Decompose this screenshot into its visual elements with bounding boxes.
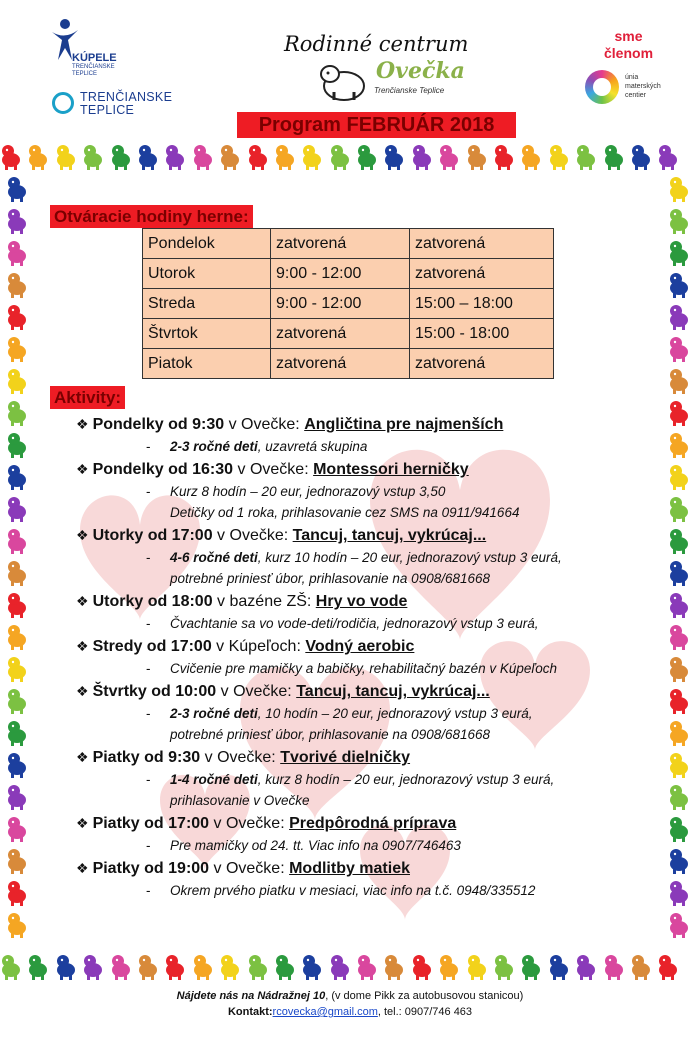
sheep-icon — [630, 143, 652, 170]
sheep-icon — [6, 303, 28, 330]
sheep-icon — [6, 879, 28, 906]
sheep-icon — [301, 143, 323, 170]
activity-heading — [76, 523, 676, 547]
sheep-icon — [6, 271, 28, 298]
diamond-bullet-icon: ❖ — [76, 416, 89, 432]
activity-detail — [76, 703, 676, 724]
sheep-icon — [110, 953, 132, 980]
sheep-icon — [6, 751, 28, 778]
diamond-bullet-icon: ❖ — [76, 815, 89, 831]
sheep-icon — [668, 335, 690, 362]
activity-detail — [76, 436, 676, 457]
unia-line1: únia — [625, 74, 639, 81]
sheep-icon — [219, 143, 241, 170]
activity-item — [76, 679, 676, 745]
sheep-icon — [668, 207, 690, 234]
sheep-icon — [548, 953, 570, 980]
tt-circle-icon — [52, 92, 74, 114]
activity-detail — [76, 724, 676, 745]
sheep-icon — [668, 239, 690, 266]
activity-when: Piatky od 9:30 — [92, 749, 201, 766]
hours-row — [143, 349, 554, 379]
dash-bullet: - — [146, 838, 151, 853]
diamond-bullet-icon: ❖ — [76, 527, 89, 543]
unia-line2: materských — [625, 83, 661, 90]
activity-item — [76, 457, 676, 523]
sheep-icon — [6, 591, 28, 618]
hours-cell-morning: zatvorená — [271, 319, 410, 349]
sheep-icon — [137, 143, 159, 170]
diamond-bullet-icon: ❖ — [76, 461, 89, 477]
sheep-icon — [603, 143, 625, 170]
sheep-mascot-icon — [314, 56, 374, 104]
sheep-border-left — [6, 175, 28, 938]
sheep-icon — [82, 953, 104, 980]
hours-cell-afternoon: zatvorená — [410, 229, 554, 259]
detail-text: , 10 hodín – 20 eur, jednorazový vstup 3 eurá, — [257, 706, 533, 721]
detail-text: potrebné priniesť úbor, prihlasovanie na 0908/681668 — [170, 727, 491, 742]
sheep-icon — [27, 953, 49, 980]
sheep-icon — [6, 559, 28, 586]
sheep-icon — [668, 271, 690, 298]
activity-where: v Ovečke: — [209, 860, 290, 877]
activity-where: v Ovečke: — [212, 527, 293, 544]
tt-line1: TRENČIANSKE — [80, 90, 173, 104]
activity-when: Piatky od 17:00 — [92, 815, 210, 832]
sheep-icon — [411, 143, 433, 170]
hours-cell-day: Streda — [143, 289, 271, 319]
sheep-border-bottom — [0, 953, 700, 980]
detail-text: , kurz 8 hodín – 20 eur, jednorazový vstup 3 eurá, — [257, 772, 555, 787]
sheep-icon — [0, 143, 22, 170]
activity-when: Piatky od 19:00 — [92, 860, 210, 877]
detail-text: , uzavretá skupina — [257, 439, 368, 454]
activity-where: v Ovečke: — [233, 461, 314, 478]
dash-bullet: - — [146, 772, 151, 787]
sheep-icon — [247, 143, 269, 170]
sheep-icon — [55, 143, 77, 170]
sheep-icon — [493, 143, 515, 170]
activity-name: Vodný aerobic — [305, 638, 415, 655]
activity-heading — [76, 679, 676, 703]
sheep-icon — [301, 953, 323, 980]
activity-item — [76, 589, 676, 634]
detail-text: Cvičenie pre mamičky a babičky, rehabilitačný bazén v Kúpeľoch — [170, 661, 557, 676]
detail-text: Okrem prvého piatku v mesiaci, viac info na t.č. 0948/335512 — [170, 883, 536, 898]
footer-email-link[interactable]: rcovecka@gmail.com — [272, 1006, 378, 1018]
sheep-icon — [6, 175, 28, 202]
dash-bullet: - — [146, 484, 151, 499]
activity-heading — [76, 811, 676, 835]
sheep-icon — [6, 431, 28, 458]
activity-when: Štvrtky od 10:00 — [92, 683, 217, 700]
sheep-icon — [466, 143, 488, 170]
activity-detail — [76, 502, 676, 523]
footer-phone: , tel.: 0907/746 463 — [377, 1006, 473, 1018]
hours-cell-day: Utorok — [143, 259, 271, 289]
sheep-icon — [0, 953, 22, 980]
sheep-icon — [6, 207, 28, 234]
activity-where: v Ovečke: — [200, 749, 281, 766]
hours-cell-day: Piatok — [143, 349, 271, 379]
sheep-icon — [6, 239, 28, 266]
activity-item — [76, 412, 676, 457]
dash-bullet: - — [146, 706, 151, 721]
hours-row — [143, 259, 554, 289]
sheep-icon — [164, 143, 186, 170]
sheep-icon — [274, 953, 296, 980]
footer — [0, 988, 700, 1020]
diamond-bullet-icon: ❖ — [76, 749, 89, 765]
sheep-icon — [274, 143, 296, 170]
activity-detail — [76, 658, 676, 679]
activity-name: Tancuj, tancuj, vykrúcaj... — [292, 527, 487, 544]
detail-highlight: 4-6 ročné deti — [170, 550, 258, 565]
detail-text: Pre mamičky od 24. tt. Viac info na 0907/746463 — [170, 838, 461, 853]
sheep-icon — [192, 953, 214, 980]
sheep-icon — [630, 953, 652, 980]
unia-line3: centier — [625, 92, 647, 99]
activity-name: Angličtina pre najmenších — [304, 416, 504, 433]
hours-cell-morning: zatvorená — [271, 349, 410, 379]
footer-contact-label: Kontakt: — [227, 1006, 273, 1018]
sheep-icon — [55, 953, 77, 980]
hours-cell-afternoon: 15:00 – 18:00 — [410, 289, 554, 319]
hours-row — [143, 289, 554, 319]
hours-cell-day: Štvrtok — [143, 319, 271, 349]
sheep-icon — [6, 911, 28, 938]
member-line2: členom — [604, 45, 654, 61]
hours-cell-morning: zatvorená — [271, 229, 410, 259]
member-line1: sme — [614, 28, 643, 44]
diamond-bullet-icon: ❖ — [76, 860, 89, 876]
activity-detail — [76, 568, 676, 589]
activity-heading — [76, 745, 676, 769]
sheep-icon — [219, 953, 241, 980]
detail-highlight: 2-3 ročné deti — [170, 706, 258, 721]
sheep-icon — [668, 911, 690, 938]
hours-cell-morning: 9:00 - 12:00 — [271, 289, 410, 319]
sheep-icon — [6, 399, 28, 426]
unia-logo — [585, 70, 695, 110]
activity-name: Predpôrodná príprava — [289, 815, 457, 832]
hours-cell-afternoon: zatvorená — [410, 259, 554, 289]
activity-name: Montessori herničky — [313, 461, 469, 478]
activity-heading — [76, 634, 676, 658]
activity-name: Hry vo vode — [315, 593, 408, 610]
sheep-icon — [383, 953, 405, 980]
hours-cell-day: Pondelok — [143, 229, 271, 259]
sheep-icon — [6, 847, 28, 874]
sheep-icon — [6, 719, 28, 746]
activity-heading — [76, 589, 676, 613]
opening-hours-table — [142, 228, 554, 379]
activities-list — [76, 412, 676, 901]
activity-detail — [76, 880, 676, 901]
sheep-icon — [27, 143, 49, 170]
sheep-icon — [383, 143, 405, 170]
detail-text: Kurz 8 hodín – 20 eur, jednorazový vstup 3,50 — [170, 484, 446, 499]
detail-text: , kurz 10 hodín – 20 eur, jednorazový vstup 3 eurá, — [257, 550, 562, 565]
sheep-icon — [82, 143, 104, 170]
activity-heading — [76, 457, 676, 481]
sheep-icon — [137, 953, 159, 980]
detail-text: potrebné priniesť úbor, prihlasovanie na 0908/681668 — [170, 571, 491, 586]
sheep-icon — [110, 143, 132, 170]
hours-row — [143, 229, 554, 259]
kupele-name: KÚPELE — [72, 52, 117, 64]
footer-contact — [0, 1004, 700, 1020]
footer-address — [0, 988, 700, 1004]
activity-detail — [76, 613, 676, 634]
activity-where: v Kúpeľoch: — [211, 638, 306, 655]
diamond-bullet-icon: ❖ — [76, 593, 89, 609]
sheep-icon — [657, 143, 679, 170]
activity-detail — [76, 547, 676, 568]
sheep-icon — [192, 143, 214, 170]
sheep-icon — [466, 953, 488, 980]
activity-where: v Ovečke: — [216, 683, 297, 700]
activity-heading — [76, 856, 676, 880]
center-sub: Trenčianske Teplice — [374, 86, 445, 95]
activity-item — [76, 856, 676, 901]
sheep-icon — [493, 953, 515, 980]
dash-bullet: - — [146, 439, 151, 454]
sheep-icon — [603, 953, 625, 980]
sheep-icon — [657, 953, 679, 980]
activity-detail — [76, 835, 676, 856]
dash-bullet: - — [146, 616, 151, 631]
opening-hours-heading: Otváracie hodiny herne: — [50, 205, 253, 228]
hours-cell-afternoon: 15:00 - 18:00 — [410, 319, 554, 349]
sheep-icon — [520, 143, 542, 170]
unia-ring-icon — [585, 70, 619, 104]
detail-highlight: 2-3 ročné deti — [170, 439, 258, 454]
dash-bullet: - — [146, 661, 151, 676]
sheep-icon — [411, 953, 433, 980]
sheep-icon — [6, 687, 28, 714]
sheep-icon — [6, 463, 28, 490]
sheep-icon — [575, 953, 597, 980]
sheep-icon — [329, 953, 351, 980]
sheep-icon — [164, 953, 186, 980]
sheep-icon — [6, 623, 28, 650]
activity-when: Pondelky od 9:30 — [92, 416, 225, 433]
sheep-icon — [548, 143, 570, 170]
tt-line2: TEPLICE — [80, 103, 135, 117]
activity-item — [76, 634, 676, 679]
sheep-icon — [520, 953, 542, 980]
center-name: Ovečka — [376, 58, 465, 84]
activity-when: Pondelky od 16:30 — [92, 461, 234, 478]
activity-when: Stredy od 17:00 — [92, 638, 212, 655]
member-label — [604, 28, 653, 62]
activity-where: v Ovečke: — [224, 416, 305, 433]
detail-highlight: 1-4 ročné deti — [170, 772, 258, 787]
program-title: Program FEBRUÁR 2018 — [237, 112, 516, 138]
activity-item — [76, 811, 676, 856]
activity-when: Utorky od 17:00 — [92, 527, 213, 544]
sheep-icon — [6, 783, 28, 810]
sheep-icon — [438, 143, 460, 170]
kupele-logo — [44, 18, 134, 78]
activity-where: v Ovečke: — [209, 815, 290, 832]
sheep-icon — [668, 367, 690, 394]
sheep-icon — [438, 953, 460, 980]
activity-heading — [76, 412, 676, 436]
hours-cell-morning: 9:00 - 12:00 — [271, 259, 410, 289]
sheep-icon — [6, 815, 28, 842]
kupele-sub: TRENČIANSKE TEPLICE — [72, 64, 115, 77]
activities-heading: Aktivity: — [50, 386, 125, 409]
activity-when: Utorky od 18:00 — [92, 593, 213, 610]
activity-detail — [76, 769, 676, 790]
sheep-icon — [356, 953, 378, 980]
activity-item — [76, 523, 676, 589]
activity-name: Modlitby matiek — [289, 860, 410, 877]
sheep-border-top — [0, 143, 700, 170]
sheep-icon — [247, 953, 269, 980]
footer-find-label: Nájdete nás na Nádražnej 10 — [176, 990, 326, 1002]
sheep-icon — [575, 143, 597, 170]
activity-detail — [76, 481, 676, 502]
activity-where: v bazéne ZŠ: — [212, 593, 316, 610]
hours-row — [143, 319, 554, 349]
detail-text: Detičky od 1 roka, prihlasovanie cez SMS na 0911/941664 — [170, 505, 520, 520]
sheep-icon — [6, 527, 28, 554]
detail-text: Čvachtanie sa vo vode-deti/rodičia, jednorazový vstup 3 eurá, — [170, 616, 539, 631]
activity-name: Tvorivé dielničky — [280, 749, 411, 766]
sheep-icon — [6, 335, 28, 362]
detail-text: prihlasovanie v Ovečke — [170, 793, 310, 808]
diamond-bullet-icon: ❖ — [76, 683, 89, 699]
sheep-icon — [6, 495, 28, 522]
sheep-icon — [356, 143, 378, 170]
activity-item — [76, 745, 676, 811]
trencianske-teplice-logo — [52, 90, 182, 120]
center-title: Rodinné centrum — [284, 32, 469, 56]
diamond-bullet-icon: ❖ — [76, 638, 89, 654]
sheep-icon — [329, 143, 351, 170]
activity-detail — [76, 790, 676, 811]
dash-bullet: - — [146, 883, 151, 898]
sheep-icon — [6, 367, 28, 394]
footer-find-rest: , (v dome Pikk za autobusovou stanicou) — [325, 990, 524, 1002]
sheep-icon — [6, 655, 28, 682]
sheep-icon — [668, 175, 690, 202]
sheep-icon — [668, 303, 690, 330]
activity-name: Tancuj, tancuj, vykrúcaj... — [296, 683, 490, 700]
dash-bullet: - — [146, 550, 151, 565]
hours-cell-afternoon: zatvorená — [410, 349, 554, 379]
